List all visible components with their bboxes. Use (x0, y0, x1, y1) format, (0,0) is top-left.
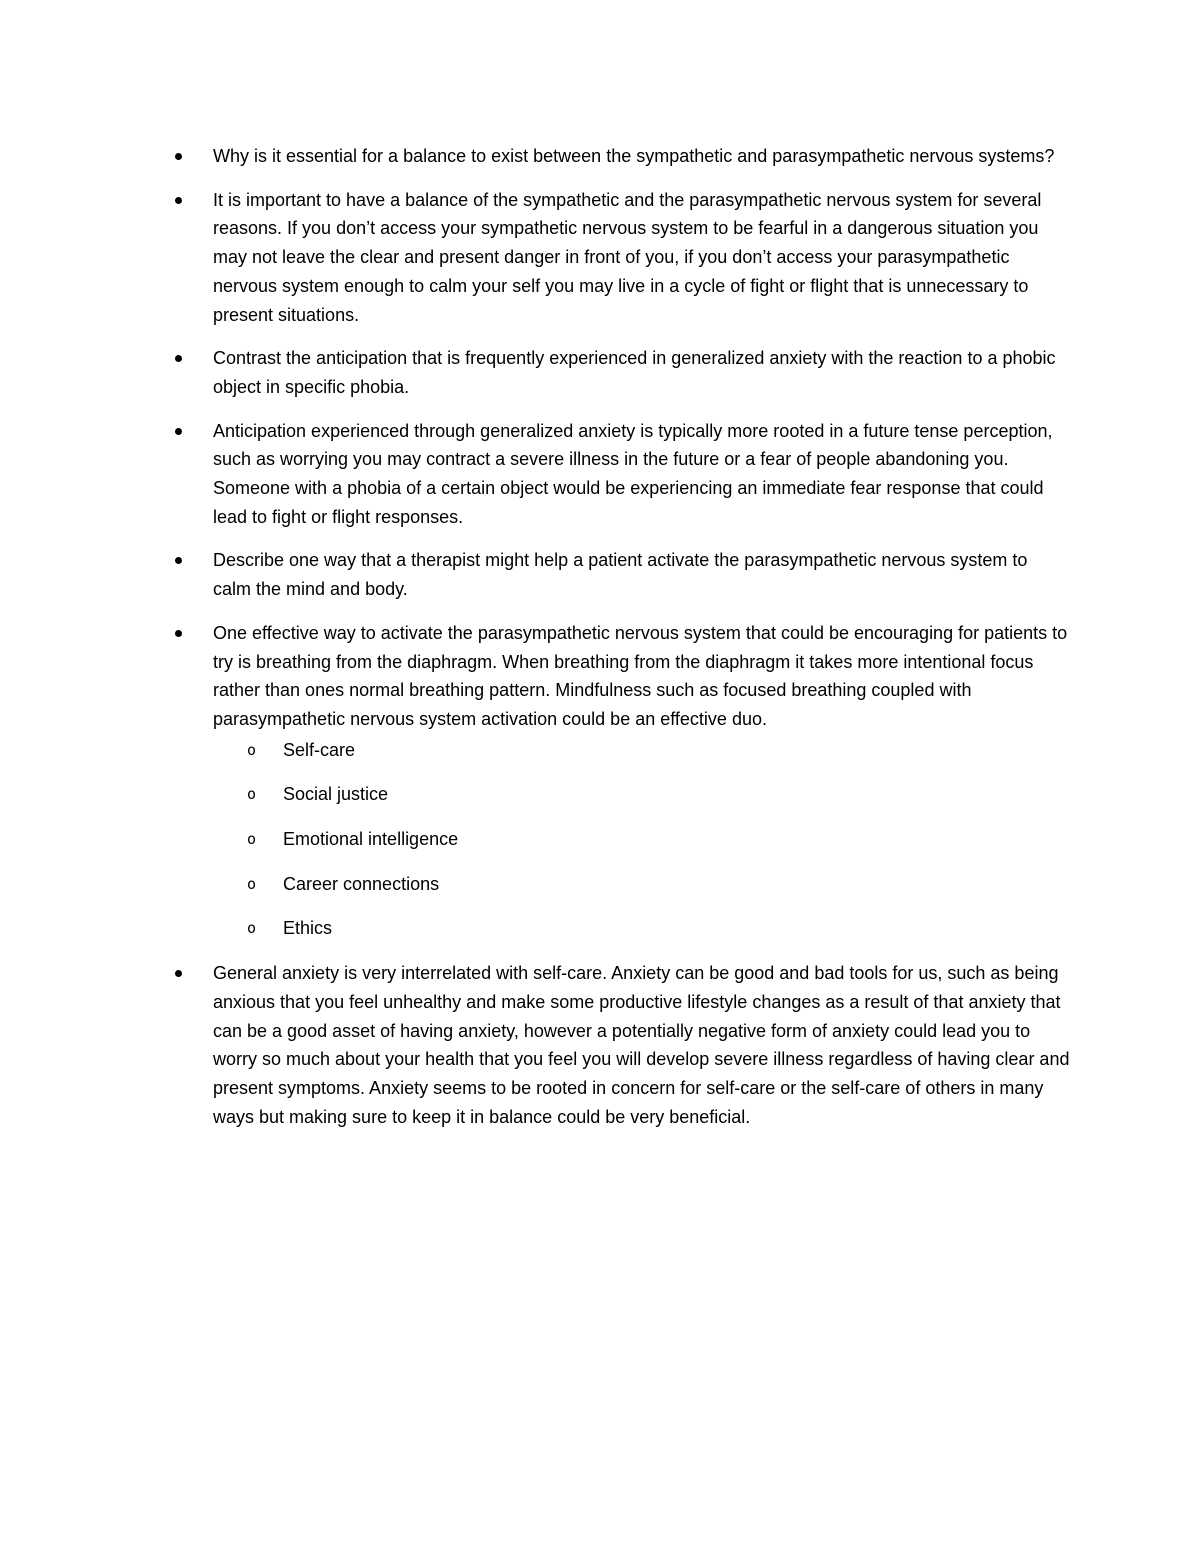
sub-item-text: Emotional intelligence (283, 829, 459, 850)
list-item (170, 959, 1070, 1131)
list-item (170, 417, 1070, 532)
sub-list-item (213, 736, 1070, 765)
bullet-icon (175, 153, 182, 160)
bullet-icon (175, 630, 182, 637)
answer-text: Anticipation experienced through generalized anxiety is typically more rooted in a future tense perception, such as worrying you may contract a severe illness in the future or a fear of people abandoning you. Someone with a phobia of a certain object would be experiencing an immediate fear response that could lead to fight or flight responses. (213, 420, 1053, 527)
list-item (170, 344, 1070, 401)
bullet-icon (175, 970, 182, 977)
question-text: Contrast the anticipation that is frequently experienced in generalized anxiety with the reaction to a phobic object in specific phobia. (213, 348, 1056, 397)
circle-bullet-icon: o (247, 874, 257, 893)
answer-text: One effective way to activate the parasympathetic nervous system that could be encouraging for patients to try is breathing from the diaphragm. When breathing from the diaphragm it takes more intentional focus rather than ones normal breathing pattern. Mindfulness such as focused breathing coupled with parasympathetic nervous system activation could be an effective duo. (213, 622, 1068, 729)
list-item (170, 142, 1070, 171)
sub-list (213, 736, 1070, 944)
bullet-list (170, 142, 1070, 1131)
sub-list-item (213, 780, 1070, 809)
bullet-icon (175, 197, 182, 204)
sub-list-item (213, 870, 1070, 899)
circle-bullet-icon: o (247, 740, 257, 759)
bullet-icon (175, 355, 182, 362)
question-text: Describe one way that a therapist might help a patient activate the parasympathetic nervous system to calm the mind and body. (213, 550, 1028, 600)
bullet-icon (175, 557, 182, 564)
sub-item-text: Social justice (283, 784, 389, 805)
answer-text: It is important to have a balance of the sympathetic and the parasympathetic nervous system for several reasons. If you don’t access your sympathetic nervous system to be fearful in a dangerous situation you may not leave the clear and present danger in front of you, if you don’t access your parasympathetic nervous system enough to calm your self you may live in a cycle of fight or flight that is unnecessary to present situations. (213, 189, 1042, 325)
sub-item-text: Ethics (283, 918, 333, 939)
bullet-icon (175, 428, 182, 435)
answer-text: General anxiety is very interrelated with self-care. Anxiety can be good and bad tools for us, such as being anxious that you feel unhealthy and make some productive lifestyle changes as a result of that anxiety that can be a good asset of having anxiety, however a potentially negative form of anxiety could lead you to worry so much about your health that you feel you will develop severe illness regardless of having clear and present symptoms. Anxiety seems to be rooted in concern for self-care or the self-care of others in many ways but making sure to keep it in balance could be very beneficial. (213, 963, 1070, 1127)
circle-bullet-icon: o (247, 785, 257, 804)
circle-bullet-icon: o (247, 919, 257, 938)
sub-item-text: Self-care (283, 739, 356, 760)
sub-item-text: Career connections (283, 873, 440, 894)
list-item (170, 186, 1070, 330)
sub-list-item (213, 825, 1070, 854)
list-item (170, 619, 1070, 943)
sub-list-item (213, 914, 1070, 943)
document-body (170, 142, 1070, 1146)
question-text: Why is it essential for a balance to exist between the sympathetic and parasympathetic nervous systems? (213, 146, 1055, 166)
circle-bullet-icon: o (247, 830, 257, 849)
list-item (170, 546, 1070, 603)
